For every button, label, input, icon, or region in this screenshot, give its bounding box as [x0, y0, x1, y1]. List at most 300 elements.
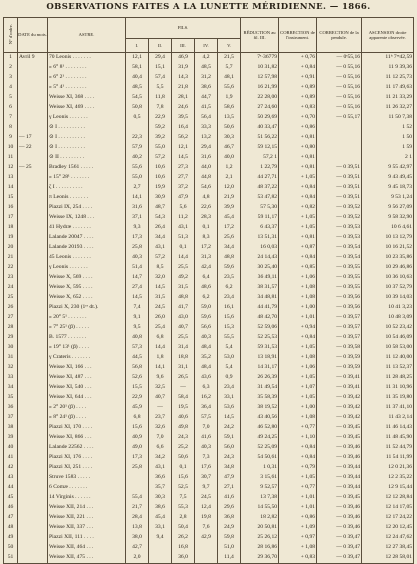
table-row: [4, 233, 414, 243]
row-fil-3: 16,4: [172, 123, 195, 133]
row-star: Weisse XI, 540 . . .: [48, 383, 126, 393]
row-ascension: 10 16 21,52: [362, 243, 414, 253]
row-fil-4: 7,6: [195, 523, 218, 533]
row-fil-2: 57,2: [149, 253, 172, 263]
row-fil-4: 6,2: [195, 293, 218, 303]
row-reduction: 50 29,69: [241, 113, 279, 123]
row-ascension: 11 17 49,63: [362, 83, 414, 93]
row-reduction: 52 25,53: [241, 333, 279, 343]
row-fil-2: [149, 553, 172, 564]
row-reduction: 14 31,17: [241, 363, 279, 373]
row-fil-1: 17,3: [126, 233, 149, 243]
row-corr-instrument: + 1,01: [279, 313, 317, 323]
table-row: [4, 463, 414, 473]
row-fil-1: 40,9: [126, 433, 149, 443]
table-row: [4, 133, 414, 143]
table-row: [4, 223, 414, 233]
row-reduction: 27 24,60: [241, 103, 279, 113]
row-fil-1: 25,8: [126, 463, 149, 473]
row-fil-5: 24,9: [218, 523, 241, 533]
row-fil-3: 31,9: [172, 63, 195, 73]
row-reduction: 59 11,17: [241, 213, 279, 223]
row-ascension: 10 29 46,86: [362, 263, 414, 273]
header-date: DATE du mois.: [18, 18, 48, 53]
row-corr-instrument: + 0,94: [279, 323, 317, 333]
row-date: [18, 423, 48, 433]
table-row: [4, 93, 414, 103]
row-fil-5: 24,2: [218, 423, 241, 433]
row-fil-4: 6,4: [195, 273, 218, 283]
row-reduction: 51 56,22: [241, 133, 279, 143]
row-reduction: 30 25,40: [241, 263, 279, 273]
row-star: 6 Comæ . . . . . . .: [48, 483, 126, 493]
row-date: [18, 153, 48, 163]
row-fil-2: 14,4: [149, 343, 172, 353]
page-title: OBSERVATIONS FAITES A LA LUNETTE MÉRIDIENNE. — 1866.: [46, 2, 371, 12]
row-number: 16: [4, 203, 18, 213]
row-ascension: 12 0 21,36: [362, 463, 414, 473]
row-star: » 6° 2¹ . . . . . . . .: [48, 73, 126, 83]
row-fil-2: 32,0: [149, 273, 172, 283]
row-reduction: 52 59,06: [241, 323, 279, 333]
row-ascension: 11 48 45,90: [362, 433, 414, 443]
row-date: [18, 243, 48, 253]
row-fil-1: 15,5: [126, 383, 149, 393]
table-row: [4, 453, 414, 463]
row-corr-pendule: — 0 39,47: [317, 533, 362, 543]
table-row: [4, 333, 414, 343]
row-number: 50: [4, 543, 18, 553]
row-corr-pendule: — 0 39,41: [317, 373, 362, 383]
table-row: [4, 173, 414, 183]
row-fil-1: 15,6: [126, 423, 149, 433]
row-fil-5: 0,9: [218, 373, 241, 383]
row-corr-instrument: + 0,89: [279, 83, 317, 93]
row-number: 22: [4, 263, 18, 273]
row-number: 1: [4, 53, 18, 64]
row-fil-3: 55,3: [172, 503, 195, 513]
row-fil-1: 38,0: [126, 533, 149, 543]
row-fil-4: 42,9: [195, 533, 218, 543]
table-row: [4, 253, 414, 263]
row-reduction: 24 14,43: [241, 253, 279, 263]
row-number: 10: [4, 143, 18, 153]
row-reduction: 1 0,31: [241, 463, 279, 473]
row-fil-5: 36,8: [218, 513, 241, 523]
row-fil-3: 43,0: [172, 313, 195, 323]
row-fil-4: 44,0: [195, 163, 218, 173]
row-star: ⊙ II . . . . . . . . .: [48, 153, 126, 163]
row-fil-1: 52,6: [126, 373, 149, 383]
row-fil-2: 34,2: [149, 453, 172, 463]
header-corr-pendule: CORRECTION de la pendule.: [317, 18, 362, 53]
row-number: 37: [4, 413, 18, 423]
row-date: [18, 553, 48, 564]
row-fil-5: 5,7: [218, 63, 241, 73]
row-date: — 25: [18, 163, 48, 173]
row-number: 3: [4, 73, 18, 83]
row-star: Lalande 20047 . . . .: [48, 233, 126, 243]
row-fil-5: 27,1: [218, 483, 241, 493]
row-number: 7: [4, 113, 18, 123]
row-star: » 8° 24¹ (β) . . . .: [48, 413, 126, 423]
row-fil-2: 30,3: [149, 493, 172, 503]
table-row: [4, 263, 414, 273]
row-fil-3: 51,3: [172, 233, 195, 243]
row-fil-4: 44,7: [195, 93, 218, 103]
row-fil-2: [149, 543, 172, 553]
row-fil-4: 4,2: [195, 53, 218, 64]
row-corr-pendule: — 0 39,56: [317, 293, 362, 303]
table-row: [4, 323, 414, 333]
row-corr-pendule: — 0 39,51: [317, 183, 362, 193]
row-star: Weisse XII, 221 . . .: [48, 513, 126, 523]
row-fil-5: 15,3: [218, 323, 241, 333]
table-row: [4, 533, 414, 543]
row-reduction: 25 26,12: [241, 533, 279, 543]
row-fil-3: 31,4: [172, 343, 195, 353]
row-corr-instrument: + 1,08: [279, 413, 317, 423]
row-corr-pendule: — 0 39,44: [317, 463, 362, 473]
row-number: 24: [4, 283, 18, 293]
row-date: [18, 93, 48, 103]
table-row: [4, 63, 414, 73]
table-row: [4, 143, 414, 153]
row-fil-3: 16,8: [172, 543, 195, 553]
row-fil-5: 59,1: [218, 433, 241, 443]
row-corr-instrument: + 0,77: [279, 423, 317, 433]
row-fil-5: 21,5: [218, 53, 241, 64]
row-reduction: 28 16,86: [241, 543, 279, 553]
row-fil-5: 59,6: [218, 263, 241, 273]
row-fil-3: 27,3: [172, 163, 195, 173]
row-number: 19: [4, 233, 18, 243]
row-fil-2: 59,2: [149, 123, 172, 133]
row-date: [18, 73, 48, 83]
row-ascension: 1 52: [362, 123, 414, 133]
row-ascension: 10 6 4,61: [362, 223, 414, 233]
row-date: [18, 283, 48, 293]
row-star: ⊙ I . . . . . . . . . .: [48, 133, 126, 143]
header-fil-4: IV.: [195, 39, 218, 53]
row-fil-2: 40,7: [149, 393, 172, 403]
row-fil-5: 50,6: [218, 123, 241, 133]
row-reduction: 20 50,81: [241, 523, 279, 533]
row-fil-4: 8,3: [195, 233, 218, 243]
row-reduction: 13 7,38: [241, 493, 279, 503]
row-fil-2: 26,0: [149, 313, 172, 323]
row-fil-5: 40,0: [218, 153, 241, 163]
row-fil-4: 29,4: [195, 143, 218, 153]
row-fil-1: 37,1: [126, 213, 149, 223]
row-ascension: 11 9 39,36: [362, 63, 414, 73]
table-row: [4, 353, 414, 363]
row-corr-instrument: + 1,01: [279, 493, 317, 503]
row-number: 15: [4, 193, 18, 203]
row-fil-4: 24,5: [195, 493, 218, 503]
row-fil-4: 40,3: [195, 333, 218, 343]
row-fil-3: 49,2: [172, 273, 195, 283]
row-reduction: 7ˢ·36779: [241, 53, 279, 64]
table-row: [4, 513, 414, 523]
row-star: Piazzi IX, 254 . . . .: [48, 203, 126, 213]
row-fil-3: 11,2: [172, 213, 195, 223]
row-fil-2: 11,8: [149, 93, 172, 103]
row-fil-1: 58,1: [126, 63, 149, 73]
row-reduction: 59 31,53: [241, 343, 279, 353]
table-row: [4, 413, 414, 423]
row-fil-3: 31,5: [172, 283, 195, 293]
row-fil-4: 31,2: [195, 73, 218, 83]
row-fil-1: 14,1: [126, 193, 149, 203]
row-number: 6: [4, 103, 18, 113]
row-fil-5: 23,5: [218, 273, 241, 283]
row-reduction: 36 49,11: [241, 273, 279, 283]
row-number: 38: [4, 423, 18, 433]
row-fil-4: 9,7: [195, 483, 218, 493]
row-reduction: 13 51,31: [241, 233, 279, 243]
table-row: [4, 243, 414, 253]
row-reduction: 48 42,70: [241, 313, 279, 323]
row-corr-pendule: — 0 55,16: [317, 83, 362, 93]
row-fil-2: 10,6: [149, 163, 172, 173]
row-reduction: 9 52,57: [241, 483, 279, 493]
row-corr-pendule: — 0 39,45: [317, 493, 362, 503]
row-fil-4: 41,5: [195, 103, 218, 113]
row-corr-instrument: + 1,08: [279, 543, 317, 553]
row-corr-instrument: + 0,89: [279, 93, 317, 103]
row-ascension: 11 26 32,27: [362, 103, 414, 113]
row-number: 27: [4, 313, 18, 323]
row-corr-instrument: + 1,05: [279, 223, 317, 233]
row-fil-1: 27,4: [126, 283, 149, 293]
row-fil-2: 30,9: [149, 193, 172, 203]
row-fil-2: 19,9: [149, 183, 172, 193]
row-corr-instrument: + 0,84: [279, 333, 317, 343]
row-corr-instrument: + 1,05: [279, 393, 317, 403]
row-corr-instrument: + 0,86: [279, 123, 317, 133]
row-ascension: 1 50: [362, 133, 414, 143]
row-date: [18, 183, 48, 193]
row-fil-2: 7,8: [149, 103, 172, 113]
row-fil-4: 13,2: [195, 133, 218, 143]
row-reduction: 10 31,82: [241, 63, 279, 73]
row-star: ⊙ I . . . . . . . . . .: [48, 123, 126, 133]
row-corr-pendule: — 0 39,59: [317, 363, 362, 373]
row-fil-3: 26,5: [172, 373, 195, 383]
row-corr-pendule: — 0 39,58: [317, 343, 362, 353]
row-ascension: 2 1: [362, 153, 414, 163]
row-fil-3: 25,2: [172, 443, 195, 453]
table-row: [4, 73, 414, 83]
row-star: Weisse XI, 469 . . . .: [48, 103, 126, 113]
row-number: 39: [4, 433, 18, 443]
row-fil-2: 25,4: [149, 323, 172, 333]
row-fil-3: 49,8: [172, 423, 195, 433]
row-ascension: 10 52 23,42: [362, 323, 414, 333]
row-date: [18, 263, 48, 273]
header-fil-5: V.: [218, 39, 241, 53]
row-star: Piazzi X, 230 (1ʳᵉ dt.).: [48, 303, 126, 313]
row-fil-4: 48,6: [195, 283, 218, 293]
row-fil-4: 31,6: [195, 153, 218, 163]
row-fil-1: 25,8: [126, 243, 149, 253]
row-fil-1: 48,5: [126, 83, 149, 93]
row-fil-1: 13,8: [126, 523, 149, 533]
row-number: 51: [4, 553, 18, 564]
row-corr-instrument: + 0,81: [279, 163, 317, 173]
row-fil-5: 16,1: [218, 303, 241, 313]
table-row: [4, 503, 414, 513]
row-fil-3: 0,1: [172, 463, 195, 473]
row-number: 5: [4, 93, 18, 103]
row-number: 4: [4, 83, 18, 93]
row-fil-5: 1,2: [218, 163, 241, 173]
row-fil-3: 46,9: [172, 53, 195, 64]
row-corr-pendule: — 0 39,51: [317, 193, 362, 203]
row-reduction: 31 49,54: [241, 383, 279, 393]
row-fil-3: 40,6: [172, 413, 195, 423]
row-date: — 17: [18, 133, 48, 143]
row-ascension: 11 28 48,25: [362, 373, 414, 383]
row-fil-4: 19,8: [195, 513, 218, 523]
row-corr-instrument: + 1,05: [279, 213, 317, 223]
row-number: 8: [4, 123, 18, 133]
row-star: Weisse X, 652 . . . .: [48, 293, 126, 303]
row-reduction: 18 2,82: [241, 513, 279, 523]
row-date: [18, 123, 48, 133]
row-corr-pendule: [317, 153, 362, 163]
row-fil-2: 48,7: [149, 203, 172, 213]
row-number: 14: [4, 183, 18, 193]
row-corr-pendule: — 0 39,46: [317, 503, 362, 513]
row-ascension: 9 56 27,09: [362, 203, 414, 213]
table-row: [4, 123, 414, 133]
row-corr-instrument: + 0,83: [279, 103, 317, 113]
row-fil-1: 9,5: [126, 323, 149, 333]
row-corr-pendule: — 0 39,44: [317, 473, 362, 483]
row-ascension: 9 43 49,45: [362, 173, 414, 183]
row-fil-5: 11,4: [218, 553, 241, 564]
row-fil-5: 1,9: [218, 93, 241, 103]
row-fil-1: 51,4: [126, 263, 149, 273]
row-fil-5: 55,6: [218, 83, 241, 93]
row-star: 45 Leonis . . . . . . .: [48, 253, 126, 263]
row-corr-pendule: — 0 39,57: [317, 323, 362, 333]
row-fil-3: —: [172, 383, 195, 393]
row-fil-4: 35,2: [195, 353, 218, 363]
row-fil-4: [195, 543, 218, 553]
row-date: [18, 103, 48, 113]
row-fil-3: 27,7: [172, 173, 195, 183]
row-fil-3: 15,6: [172, 473, 195, 483]
row-star: Weisse X, 595 . . . .: [48, 283, 126, 293]
row-fil-1: 7,4: [126, 303, 149, 313]
row-date: — 22: [18, 143, 48, 153]
row-corr-instrument: + 0,81: [279, 233, 317, 243]
row-fil-3: 43,1: [172, 223, 195, 233]
row-corr-pendule: — 0 39,53: [317, 233, 362, 243]
row-fil-3: 36,0: [172, 553, 195, 564]
table-row: [4, 183, 414, 193]
row-date: Avril 9: [18, 53, 48, 64]
row-fil-1: 49,0: [126, 443, 149, 453]
row-star: γ Leonis . . . . . . .: [48, 263, 126, 273]
row-fil-3: 0,1: [172, 243, 195, 253]
header-num: N° d'ordre.: [4, 18, 18, 53]
row-ascension: 9 58 32,90: [362, 213, 414, 223]
row-number: 47: [4, 513, 18, 523]
header-fil-2: II.: [149, 39, 172, 53]
row-corr-instrument: + 0,97: [279, 533, 317, 543]
row-fil-3: 56,2: [172, 133, 195, 143]
row-corr-instrument: + 1,00: [279, 303, 317, 313]
row-star: Weisse XI, 166 . . .: [48, 363, 126, 373]
row-fil-3: 14,4: [172, 253, 195, 263]
row-fil-2: 6,6: [149, 443, 172, 453]
row-corr-instrument: + 1,10: [279, 433, 317, 443]
row-corr-instrument: + 1,06: [279, 363, 317, 373]
row-ascension: 10 58 53,00: [362, 343, 414, 353]
row-fil-4: 38,6: [195, 83, 218, 93]
row-fil-2: 36,6: [149, 473, 172, 483]
row-fil-4: 41,6: [195, 433, 218, 443]
row-fil-1: 6,8: [126, 413, 149, 423]
row-number: 25: [4, 293, 18, 303]
row-corr-pendule: — 0 39,41: [317, 383, 362, 393]
row-corr-pendule: — 0 39,59: [317, 353, 362, 363]
row-fil-1: 2,0: [126, 553, 149, 564]
row-fil-2: 14,1: [149, 363, 172, 373]
row-date: [18, 513, 48, 523]
row-reduction: 43 40,56: [241, 413, 279, 423]
row-fil-5: 45,4: [218, 213, 241, 223]
row-fil-5: 48,8: [218, 253, 241, 263]
row-corr-pendule: — 0 39,46: [317, 453, 362, 463]
row-corr-pendule: — 0 39,55: [317, 273, 362, 283]
row-number: 49: [4, 533, 18, 543]
row-fil-3: 14,3: [172, 73, 195, 83]
row-reduction: 1 22,79: [241, 163, 279, 173]
row-star: Weisse XII, 214 . . .: [48, 503, 126, 513]
row-fil-2: 32,5: [149, 383, 172, 393]
table-row: [4, 203, 414, 213]
row-number: 42: [4, 463, 18, 473]
row-fil-4: 31,3: [195, 253, 218, 263]
row-fil-2: —: [149, 403, 172, 413]
row-ascension: 11 43 2,14: [362, 413, 414, 423]
row-star: ⊙ I . . . . . . . . . .: [48, 143, 126, 153]
row-number: 33: [4, 373, 18, 383]
row-fil-5: 30,3: [218, 133, 241, 143]
row-star: Weisse IX, 1248 . . .: [48, 213, 126, 223]
row-fil-3: 47,9: [172, 193, 195, 203]
row-date: [18, 463, 48, 473]
row-corr-pendule: [317, 133, 362, 143]
row-fil-5: 51,0: [218, 543, 241, 553]
row-fil-5: 29,6: [218, 503, 241, 513]
row-fil-2: 29,4: [149, 53, 172, 64]
row-corr-pendule: — 0 39,53: [317, 223, 362, 233]
row-fil-2: 9,4: [149, 533, 172, 543]
row-star: » 20° 5¹ . . . . . . .: [48, 313, 126, 323]
row-date: [18, 63, 48, 73]
row-corr-pendule: — 0 39,57: [317, 313, 362, 323]
row-reduction: 35 58,39: [241, 393, 279, 403]
row-date: [18, 223, 48, 233]
row-ascension: 10 36 10,63: [362, 273, 414, 283]
row-fil-2: 26,4: [149, 223, 172, 233]
